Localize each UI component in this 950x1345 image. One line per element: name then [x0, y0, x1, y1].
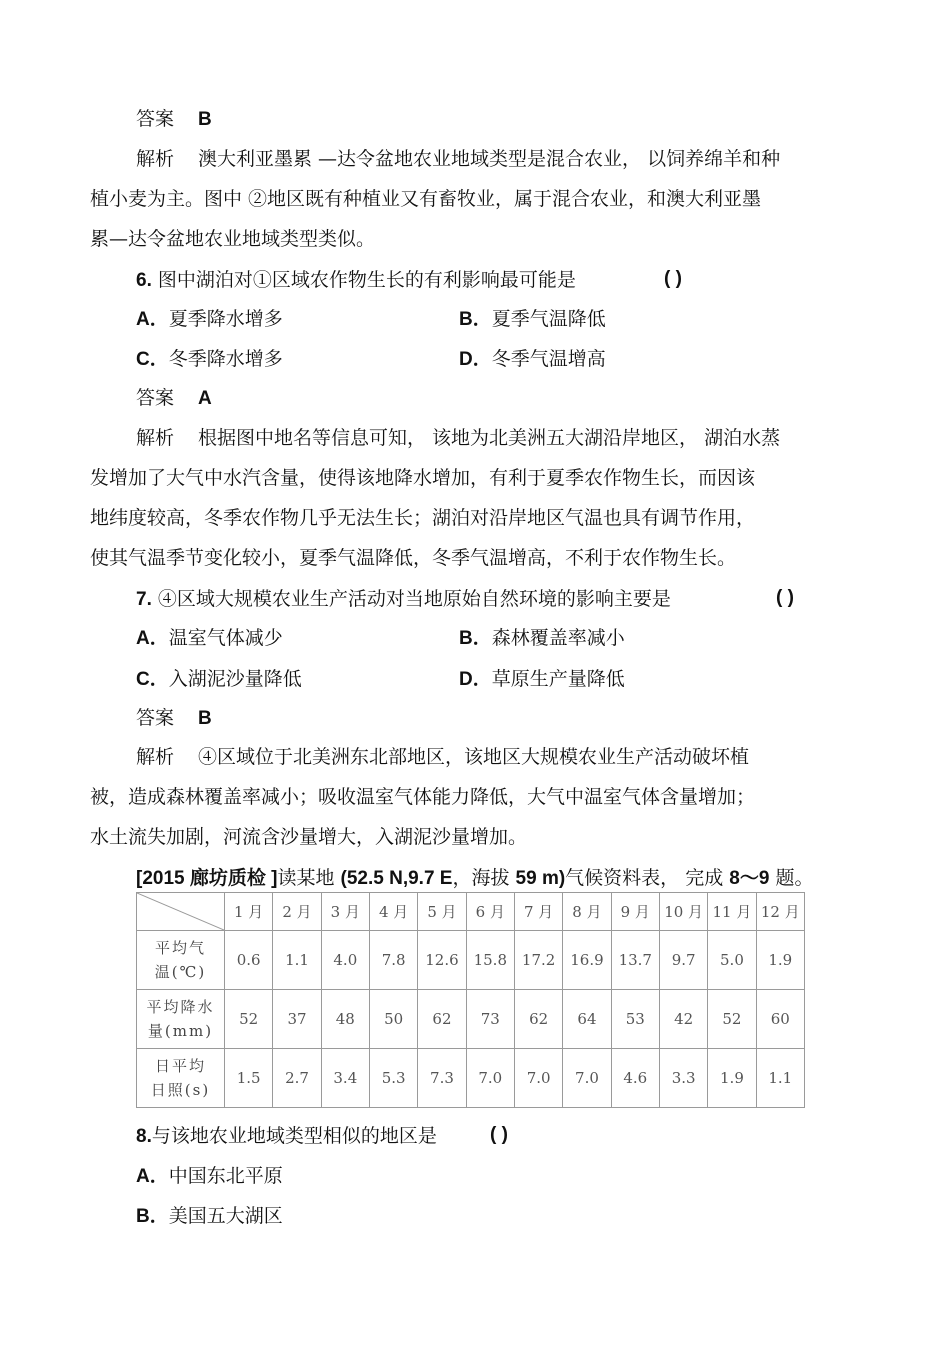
- intro-text: 读某地: [277, 867, 341, 889]
- table-cell: 1.9: [756, 931, 804, 990]
- question-text: 图中湖泊对①区域农作物生长的有利影响最可能是: [157, 269, 576, 291]
- q6-analysis-line-4: 使其气温季节变化较小，夏季气温降低，冬季气温增高，不利于农作物生长。: [90, 547, 737, 569]
- table-cell: 64: [563, 990, 611, 1049]
- altitude: 59 m): [515, 868, 566, 889]
- option-text: 草原生产量降低: [491, 668, 625, 690]
- option-letter: A．: [136, 628, 169, 649]
- table-intro: [136, 866, 813, 891]
- q8-answer-blank: ( ): [490, 1124, 508, 1145]
- table-row-temperature: [137, 931, 805, 990]
- analysis-text: 澳大利亚墨累 —达令盆地农业地域类型是混合农业， 以饲养绵羊和种: [198, 148, 781, 170]
- option-text: 入湖泥沙量降低: [168, 668, 302, 690]
- table-cell: 52: [225, 990, 273, 1049]
- table-cell: 62: [418, 990, 466, 1049]
- table-cell: 7.8: [369, 931, 417, 990]
- q5-answer: [136, 107, 212, 132]
- q6-analysis-line-2: 发增加了大气中水汽含量，使得该地降水增加，有利于夏季农作物生长，而因该: [90, 467, 756, 489]
- diagonal-line: [137, 893, 224, 930]
- q7-option-d: [459, 667, 625, 692]
- option-text: 夏季降水增多: [168, 308, 283, 330]
- option-text: 森林覆盖率减小: [491, 627, 625, 649]
- table-cell: 1.5: [225, 1049, 273, 1108]
- month-header: 7 月: [514, 893, 562, 931]
- analysis-text: ④区域位于北美洲东北部地区，该地区大规模农业生产活动破坏植: [198, 746, 750, 768]
- table-cell: 60: [756, 990, 804, 1049]
- option-letter: D．: [459, 349, 492, 370]
- q5-analysis-line-3: 累—达令盆地农业地域类型类似。: [90, 228, 376, 250]
- option-letter: C．: [136, 349, 169, 370]
- question-range: 8～9: [729, 868, 770, 889]
- answer-value: B: [198, 109, 212, 130]
- month-header: 8 月: [563, 893, 611, 931]
- q7-analysis-line-1: [136, 745, 749, 769]
- q5-analysis-line-2: 植小麦为主。图中 ②地区既有种植业又有畜牧业，属于混合农业，和澳大利亚墨: [90, 188, 762, 210]
- table-cell: 17.2: [514, 931, 562, 990]
- analysis-label: 解析: [136, 746, 175, 768]
- q6-option-b: [459, 307, 606, 332]
- intro-text: 气候资料表， 完成: [565, 867, 730, 889]
- question-text: 与该地农业地域类型相似的地区是: [151, 1125, 437, 1147]
- option-text: 中国东北平原: [168, 1165, 283, 1187]
- answer-value: A: [198, 388, 212, 409]
- table-cell: 7.0: [466, 1049, 514, 1108]
- table-cell: 73: [466, 990, 514, 1049]
- option-letter: B．: [136, 1206, 169, 1227]
- month-header: 12 月: [756, 893, 804, 931]
- q6-analysis-line-1: [136, 426, 780, 450]
- table-cell: 52: [708, 990, 756, 1049]
- option-text: 美国五大湖区: [168, 1205, 283, 1227]
- q7-analysis-line-2: 被，造成森林覆盖率减小；吸收温室气体能力降低，大气中温室气体含量增加；: [90, 786, 756, 808]
- table-cell: 3.4: [321, 1049, 369, 1108]
- source-tag: [2015 廊坊质检 ]: [136, 868, 278, 889]
- table-cell: 1.1: [756, 1049, 804, 1108]
- analysis-label: 解析: [136, 427, 175, 449]
- table-cell: 5.0: [708, 931, 756, 990]
- table-cell: 16.9: [563, 931, 611, 990]
- option-letter: A．: [136, 1166, 169, 1187]
- month-header: 3 月: [321, 893, 369, 931]
- question-number: 7.: [136, 589, 152, 610]
- row-label: 平均降水 量(mm): [137, 990, 225, 1049]
- q7-answer: [136, 706, 212, 731]
- month-header: 5 月: [418, 893, 466, 931]
- option-letter: C．: [136, 669, 169, 690]
- table-cell: 37: [273, 990, 321, 1049]
- q6-answer: [136, 386, 212, 411]
- table-cell: 1.1: [273, 931, 321, 990]
- q6-option-c: [136, 347, 283, 372]
- table-cell: 13.7: [611, 931, 659, 990]
- table-cell: 9.7: [659, 931, 707, 990]
- climate-table: [136, 892, 805, 1108]
- corner-cell: [137, 893, 225, 931]
- table-row-precipitation: [137, 990, 805, 1049]
- table-cell: 4.0: [321, 931, 369, 990]
- table-cell: 48: [321, 990, 369, 1049]
- q7-stem: [136, 587, 671, 612]
- q6-option-d: [459, 347, 606, 372]
- answer-label: 答案: [136, 108, 175, 130]
- answer-label: 答案: [136, 387, 175, 409]
- table-cell: 50: [369, 990, 417, 1049]
- coordinates: (52.5 N,9.7 E: [340, 868, 453, 889]
- q7-option-c: [136, 667, 302, 692]
- option-text: 温室气体减少: [168, 627, 283, 649]
- q6-answer-blank: ( ): [664, 268, 682, 289]
- table-header-row: [137, 893, 805, 931]
- table-row-sunshine: [137, 1049, 805, 1108]
- q7-analysis-line-3: 水土流失加剧，河流含沙量增大，入湖泥沙量增加。: [90, 826, 528, 848]
- analysis-text: 根据图中地名等信息可知， 该地为北美洲五大湖沿岸地区， 湖泊水蒸: [198, 427, 781, 449]
- option-letter: B．: [459, 628, 492, 649]
- q8-option-a: [136, 1164, 283, 1189]
- table-cell: 12.6: [418, 931, 466, 990]
- q6-stem: [136, 268, 576, 293]
- table-cell: 15.8: [466, 931, 514, 990]
- month-header: 1 月: [225, 893, 273, 931]
- row-label: 平均气 温(℃): [137, 931, 225, 990]
- table-cell: 3.3: [659, 1049, 707, 1108]
- answer-label: 答案: [136, 707, 175, 729]
- option-text: 夏季气温降低: [491, 308, 606, 330]
- q6-option-a: [136, 307, 283, 332]
- table-cell: 7.3: [418, 1049, 466, 1108]
- row-label: 日平均 日照(s): [137, 1049, 225, 1108]
- q7-option-b: [459, 626, 625, 651]
- intro-text: ，海拔: [452, 867, 516, 889]
- q7-option-a: [136, 626, 283, 651]
- answer-value: B: [198, 708, 212, 729]
- q5-analysis-line-1: [136, 147, 780, 171]
- table-cell: 7.0: [514, 1049, 562, 1108]
- month-header: 9 月: [611, 893, 659, 931]
- table-cell: 0.6: [225, 931, 273, 990]
- month-header: 2 月: [273, 893, 321, 931]
- table-cell: 1.9: [708, 1049, 756, 1108]
- table-cell: 53: [611, 990, 659, 1049]
- option-text: 冬季降水增多: [168, 348, 283, 370]
- option-letter: B．: [459, 309, 492, 330]
- table-cell: 4.6: [611, 1049, 659, 1108]
- question-text: ④区域大规模农业生产活动对当地原始自然环境的影响主要是: [157, 588, 671, 610]
- option-text: 冬季气温增高: [491, 348, 606, 370]
- q6-analysis-line-3: 地纬度较高，冬季农作物几乎无法生长；湖泊对沿岸地区气温也具有调节作用，: [90, 507, 756, 529]
- option-letter: D．: [459, 669, 492, 690]
- q8-stem: [136, 1124, 437, 1149]
- question-number: 6.: [136, 270, 152, 291]
- month-header: 6 月: [466, 893, 514, 931]
- month-header: 11 月: [708, 893, 756, 931]
- table-cell: 5.3: [369, 1049, 417, 1108]
- table-cell: 7.0: [563, 1049, 611, 1108]
- analysis-label: 解析: [136, 148, 175, 170]
- table-cell: 2.7: [273, 1049, 321, 1108]
- table-cell: 42: [659, 990, 707, 1049]
- question-number: 8.: [136, 1126, 152, 1147]
- month-header: 4 月: [369, 893, 417, 931]
- q7-answer-blank: ( ): [776, 587, 794, 608]
- option-letter: A．: [136, 309, 169, 330]
- q8-option-b: [136, 1204, 283, 1229]
- table-cell: 62: [514, 990, 562, 1049]
- month-header: 10 月: [659, 893, 707, 931]
- intro-text: 题。: [769, 867, 814, 889]
